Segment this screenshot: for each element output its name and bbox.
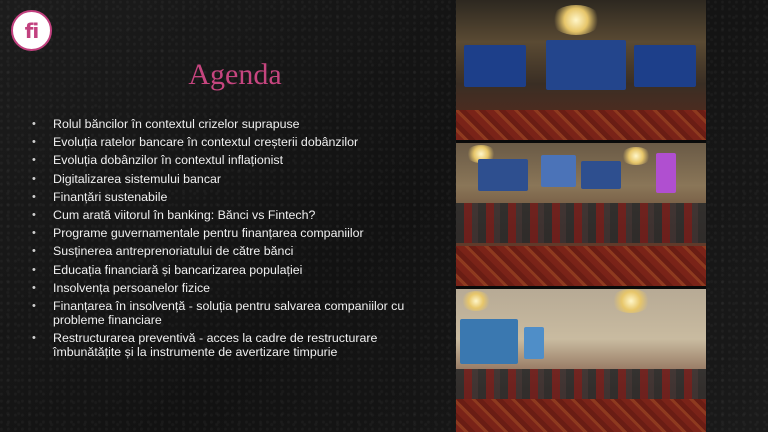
agenda-item: • Insolvența persoanelor fizice (30, 281, 440, 295)
agenda-item: • Evoluția dobânzilor în contextul inflaționist (30, 153, 440, 167)
agenda-item: • Educația financiară și bancarizarea populației (30, 263, 440, 277)
agenda-item: • Digitalizarea sistemului bancar (30, 172, 440, 186)
agenda-list (30, 117, 440, 363)
conference-photo-stage (456, 0, 706, 140)
logo-text: fi (24, 18, 39, 43)
conference-photo-audience (456, 143, 706, 286)
photo-column (456, 0, 706, 432)
agenda-item: • Restructurarea preventivă - acces la cadre de restructurare îmbunătățite și la instrumente de avertizare timpurie (30, 331, 440, 359)
agenda-item: • Finanțarea în insolvență - soluția pentru salvarea companiilor cu probleme financiare (30, 299, 440, 327)
conference-photo-hall (456, 289, 706, 432)
agenda-item: • Rolul băncilor în contextul crizelor suprapuse (30, 117, 440, 131)
agenda-item: • Programe guvernamentale pentru finanțarea companiilor (30, 226, 440, 240)
agenda-item: • Finanțări sustenabile (30, 190, 440, 204)
agenda-item: • Susținerea antreprenoriatului de către bănci (30, 244, 440, 258)
slide-title: Agenda (188, 58, 282, 91)
agenda-item: • Evoluția ratelor bancare în contextul creșterii dobânzilor (30, 135, 440, 149)
logo (11, 10, 52, 51)
agenda-item: • Cum arată viitorul în banking: Bănci vs Fintech? (30, 208, 440, 222)
